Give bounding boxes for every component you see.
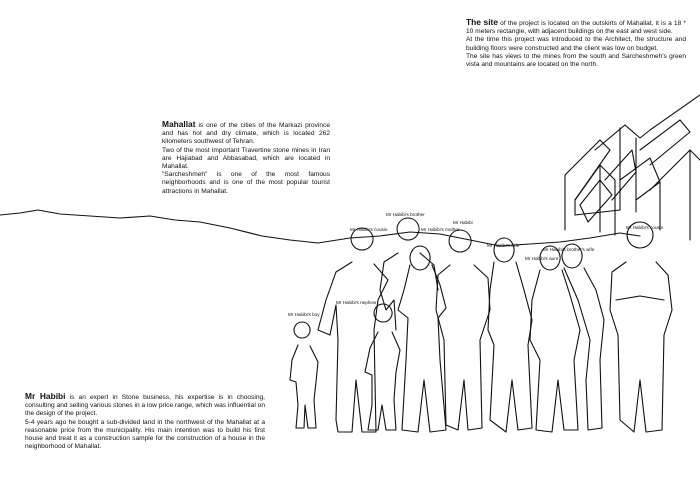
site-line-2: At the time this project was introduced to the Architect, the structure and building floors were constructed and the client was low on budget. [466,36,686,52]
mahallat-line-3: "Sarcheshmeh" is one of the most famous neighborhoods and is one of the most popular tourist attractions in Mahallat. [162,171,330,195]
mountain-skyline [0,210,640,246]
site-line-1: of the project is located on the outskirts of Mahallat, it is a 18 * 10 meters rectangle, with adjacent buildings on the east and west side. [466,20,686,36]
building-drawing [565,95,700,240]
label-aunt: Mr Habibi's aunt [525,256,559,261]
site-heading: The site [466,17,498,27]
habibi-line-1: is an expert in Stone business, his expertise is in choosing, consulting and selling various stones in a low price range, which was influential on the design of the project. [25,394,266,418]
habibi-heading: Mr Habibi [25,391,66,401]
mahallat-heading: Mahallat [162,119,196,129]
mahallat-line-1: is one of the cities of the Markazi province and has hot and dry climate, which is located 262 kilometers southwest of Tehran. [162,122,330,146]
label-brother: Mr Habibi's brother [386,212,425,217]
site-line-3: The site has views to the mines from the south and Sarcheshmeh's green vista and mountains are located on the north. [466,52,686,69]
family-people-drawing [290,218,672,432]
label-brothers-wife: Mr Habibi's brother's wife [543,247,595,252]
site-description [466,18,686,69]
label-boy: Mr Habibi's boy [288,312,320,317]
habibi-description [25,392,265,451]
label-nephew: Mr Habibi's nephew [336,300,377,305]
label-wife: Mr Habibi's wife [487,243,520,248]
mahallat-description [162,120,330,196]
habibi-line-2: 5-4 years ago he bought a sub-divided land in the northwest of the Mahallat at a reasonable price from the municipality. His main intention was to build his first house and treat it as a construction sample for the construction of a house in the neighborhood of Mahallat. [25,418,265,451]
mahallat-line-2: Two of the most important Travertine stone mines in Iran are Hajiabad and Abbasabad, which are located in Mahallat. [162,146,330,171]
label-mother: Mr Habibi's mother [421,227,460,232]
label-cousin-right: Mr Habibi's cousin [626,225,664,230]
label-habibi: Mr Habibi [453,220,473,225]
label-cousin-left: Mr Habibi's cousin [350,227,388,232]
